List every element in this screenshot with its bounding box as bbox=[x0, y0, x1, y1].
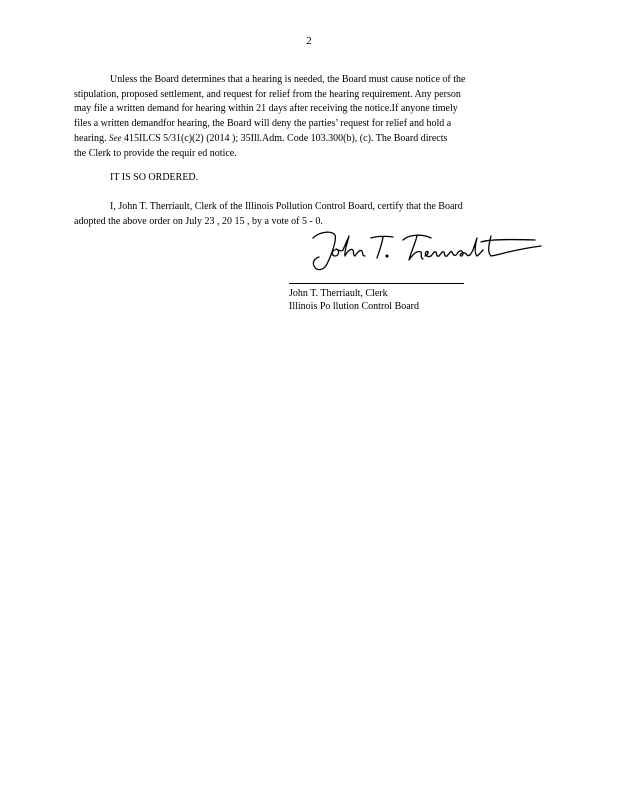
signatory-name: John T. Therriault, Clerk bbox=[289, 288, 388, 299]
signature-block bbox=[289, 287, 419, 313]
citation-signal: See bbox=[109, 133, 122, 143]
citation-text: 415ILCS 5/31(c)(2) (2014 ); 35Ill.Adm. Code 103.300(b), (c). The Board directs bbox=[121, 133, 448, 144]
certification-line: I, John T. Therriault, Clerk of the Illinois Pollution Control Board, certify that the Board bbox=[110, 201, 463, 212]
paragraph-line: stipulation, proposed settlement, and request for relief from the hearing requirement. Any person bbox=[74, 88, 461, 100]
ordered-statement: IT IS SO ORDERED. bbox=[110, 172, 199, 183]
certification-paragraph bbox=[74, 200, 536, 229]
signature-line bbox=[289, 283, 464, 284]
citation-prefix: hearing. bbox=[74, 133, 109, 144]
handwritten-signature bbox=[305, 226, 545, 274]
paragraph-line: files a written demandfor hearing, the Board will deny the parties’ request for relief and hold a bbox=[74, 117, 452, 129]
paragraph-line: the Clerk to provide the requir ed notice. bbox=[74, 147, 237, 159]
notice-paragraph bbox=[74, 73, 536, 161]
paragraph-line: may file a written demand for hearing within 21 days after receiving the notice.If anyone timely bbox=[74, 103, 458, 114]
page-number: 2 bbox=[306, 35, 312, 47]
paragraph-line-citation bbox=[74, 131, 536, 147]
signatory-organization: Illinois Po llution Control Board bbox=[289, 301, 420, 312]
certification-line: adopted the above order on July 23 , 20 15 , by a vote of 5 - 0. bbox=[74, 215, 323, 227]
paragraph-line: Unless the Board determines that a hearing is needed, the Board must cause notice of the bbox=[110, 74, 466, 85]
